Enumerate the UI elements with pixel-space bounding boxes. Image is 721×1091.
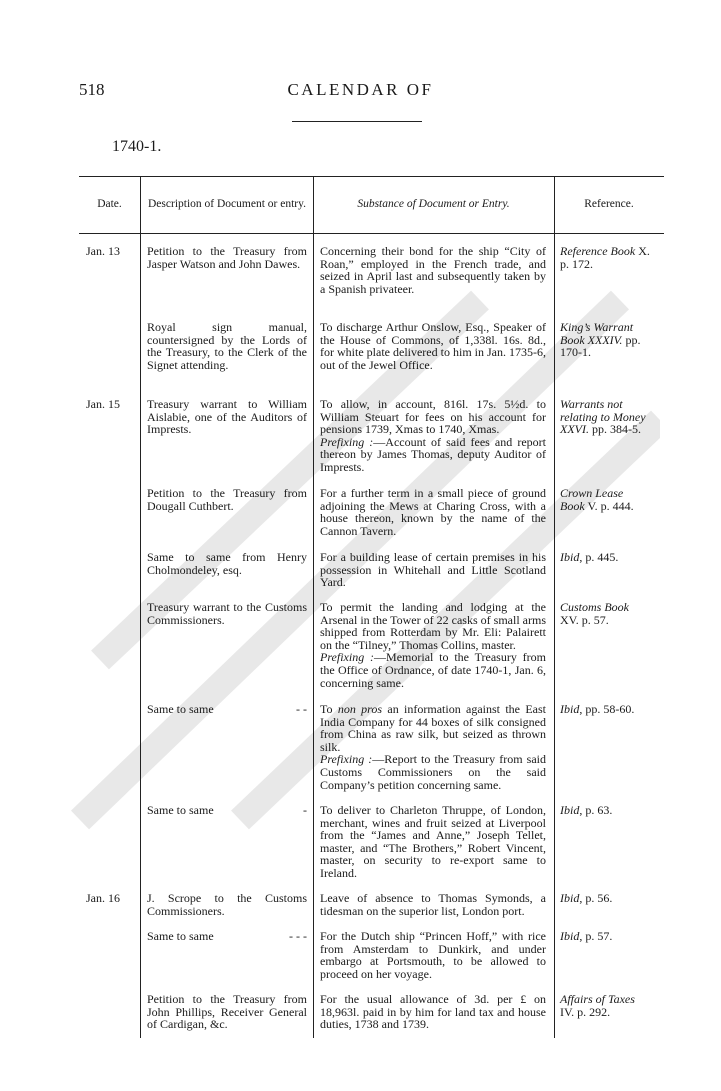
substance-text: To allow, in account, 816l. 17s. 5½d. to William Steuart for fees on his account for pensions 1739, Xmas to 1740, Xmas.	[320, 397, 546, 437]
leader-dashes: - -	[296, 702, 307, 716]
reference-title: Warrants not relating to Money XXVI.	[560, 397, 646, 437]
description-text: Same to same	[147, 702, 214, 716]
prefixing-text: —Account of said fees and report thereon by James Thomas, deputy Auditor of Imprests.	[320, 434, 546, 474]
substance-text-italic: non pros	[337, 702, 383, 716]
leader-dashes: - - -	[289, 929, 307, 943]
entry-substance: Concerning their bond for the ship “City of Roan,” employed in the French trade, and seized in April last and subsequently taken by a Spanish privateer.	[320, 244, 546, 296]
substance-text-pre: To	[320, 702, 338, 716]
prefixing-label: Prefixing :	[320, 752, 373, 767]
reference-title: Affairs of Taxes	[560, 992, 635, 1006]
entry-description	[147, 930, 307, 943]
entry-reference	[560, 487, 650, 512]
entry-reference	[560, 892, 650, 905]
prefixing-text: —Report to the Treasury from said Customs Commissioners on the said Company’s petition concerning same.	[320, 752, 546, 792]
entry-reference	[560, 993, 650, 1018]
prefixing-text: —Memorial to the Treasury from the Office of Ordnance, of date 1740-1, Jan. 6, concerning same.	[320, 650, 546, 690]
header-description: Description of Document or entry.	[148, 198, 306, 210]
header-reference: Reference.	[584, 198, 634, 210]
leader-dashes: -	[303, 803, 307, 817]
entry-reference	[560, 321, 650, 359]
entry-substance	[320, 703, 546, 791]
table-header-rule	[79, 233, 664, 234]
entry-description: Petition to the Treasury from Dougall Cuthbert.	[147, 486, 307, 513]
substance-text-post: an information against the East India Company for 44 boxes of silk consigned from China as raw silk, but seized as thrown silk.	[320, 702, 546, 754]
entry-substance: Leave of absence to Thomas Symonds, a tidesman on the superior list, London port.	[320, 891, 546, 918]
header-date: Date.	[97, 198, 122, 210]
entry-substance: For the Dutch ship “Princen Hoff,” with rice from Amsterdam to Dunkirk, and under embargo at Portsmouth, to be allowed to proceed on her voyage.	[320, 929, 546, 981]
entry-substance: For a building lease of certain premises in his possession in Whitehall and Little Scotland Yard.	[320, 550, 546, 590]
prefixing-label: Prefixing :	[320, 650, 375, 665]
reference-detail: XV. p. 57.	[560, 612, 609, 627]
entry-description: Treasury warrant to the Customs Commissioners.	[147, 600, 307, 627]
column-divider	[554, 176, 555, 1038]
page-number: 518	[79, 80, 105, 99]
entry-reference	[560, 551, 650, 564]
entry-description: Same to same from Henry Cholmondeley, esq.	[147, 550, 307, 577]
reference-detail: IV. p. 292.	[560, 1004, 611, 1019]
reference-title: Crown Lease Book	[560, 486, 624, 513]
reference-title: Ibid	[560, 929, 580, 943]
reference-detail: , p. 56.	[579, 891, 613, 905]
reference-detail: pp. 384-5.	[592, 422, 641, 437]
entry-reference	[560, 398, 650, 436]
entry-reference	[560, 601, 650, 626]
reference-detail: X. p. 172.	[560, 244, 650, 271]
reference-detail: , p. 445.	[579, 550, 619, 564]
reference-detail: pp. 170-1.	[560, 332, 641, 360]
entry-description: Treasury warrant to William Aislabie, one of the Auditors of Imprests.	[147, 397, 307, 437]
reference-title: Customs Book	[560, 600, 629, 614]
reference-title: Ibid	[560, 803, 580, 817]
header-substance: Substance of Document or Entry.	[357, 198, 510, 210]
reference-detail: , p. 63.	[579, 803, 613, 817]
reference-title: Ibid	[560, 550, 580, 564]
entry-substance: To deliver to Charleton Thruppe, of London, merchant, wines and fruit seized at Liverpool from the “James and Anne,” Joseph Tellet, master, and “The Brothers,” Robert Vincent, master, on security to re-export same to Ireland.	[320, 803, 546, 880]
reference-detail: V. p. 444.	[587, 498, 634, 513]
entry-substance	[320, 601, 546, 689]
reference-title: Ibid	[560, 891, 580, 905]
entry-description	[147, 804, 307, 817]
entry-substance: For the usual allowance of 3d. per £ on 18,963l. paid in by him for land tax and house duties, 1738 and 1739.	[320, 992, 546, 1032]
year-heading: 1740-1.	[112, 138, 162, 155]
entry-description: Petition to the Treasury from Jasper Watson and John Dawes.	[147, 244, 307, 271]
reference-title: King’s Warrant Book XXXIV.	[560, 320, 634, 347]
entry-reference	[560, 804, 650, 817]
description-text: Same to same	[147, 929, 214, 943]
entry-description	[147, 703, 307, 716]
column-divider	[313, 176, 314, 1038]
entry-description: Petition to the Treasury from John Phillips, Receiver General of Cardigan, &c.	[147, 992, 307, 1032]
entry-reference	[560, 930, 650, 943]
prefixing-label: Prefixing :	[320, 434, 374, 449]
entry-substance: For a further term in a small piece of ground adjoining the Mews at Charing Cross, with a house thereon, known by the name of the Cannon Tavern.	[320, 486, 546, 538]
reference-detail: , p. 57.	[579, 929, 613, 943]
entry-description: J. Scrope to the Customs Commissioners.	[147, 891, 307, 918]
reference-detail: , pp. 58-60.	[579, 702, 635, 716]
reference-title: Reference Book	[560, 244, 636, 258]
column-divider	[140, 176, 141, 1038]
reference-title: Ibid	[560, 702, 580, 716]
entry-reference	[560, 245, 650, 270]
substance-text: To permit the landing and lodging at the Arsenal in the Tower of 22 casks of small arms shipped from Rotterdam by Mr. Eli: Palairett on the “Tilney,” Thomas Collins, master.	[320, 600, 546, 652]
head-rule	[292, 121, 422, 122]
entry-substance	[320, 398, 546, 474]
description-text: Same to same	[147, 803, 214, 817]
entry-substance: To discharge Arthur Onslow, Esq., Speaker of the House of Commons, of 1,338l. 16s. 8d., for white plate delivered to him in Jan. 1735-6, out of the Jewel Office.	[320, 320, 546, 372]
entry-date: Jan. 15	[86, 397, 120, 411]
entry-date: Jan. 13	[86, 244, 120, 258]
entry-description: Royal sign manual, countersigned by the Lords of the Treasury, to the Clerk of the Signet attending.	[147, 320, 307, 372]
entry-reference	[560, 703, 650, 716]
running-head: CALENDAR OF	[287, 80, 434, 99]
entry-date: Jan. 16	[86, 891, 120, 905]
